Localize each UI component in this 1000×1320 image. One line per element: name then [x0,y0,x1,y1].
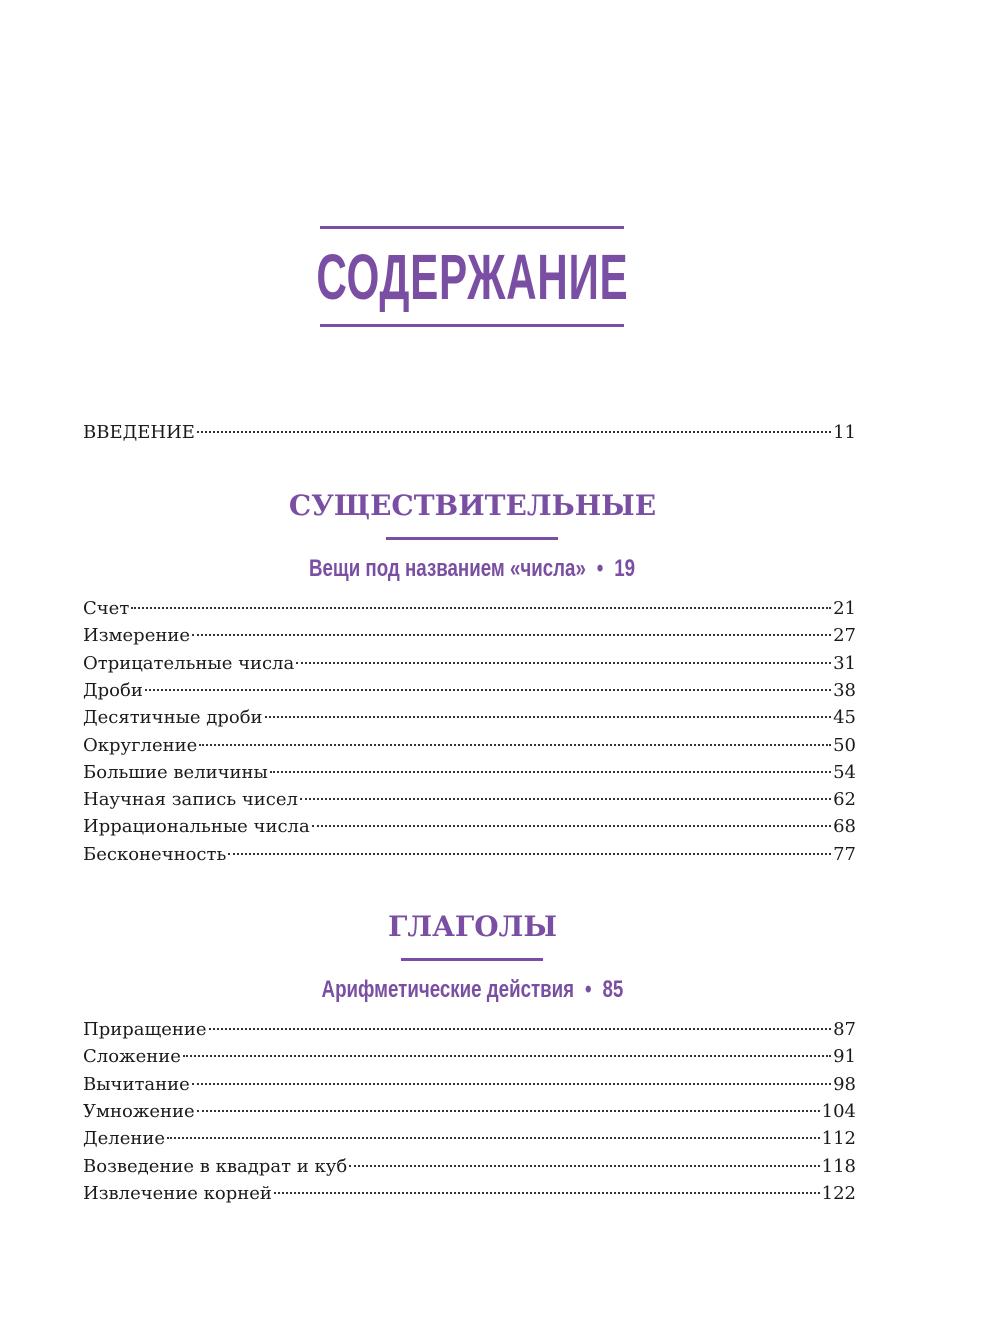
toc-entry[interactable] [83,1182,856,1206]
dot-leader [192,1083,831,1085]
toc-entry-page: 50 [833,734,856,756]
subheading-arithmetic [0,976,945,1004]
bullet-separator: • [597,555,604,582]
toc-entry-page: 45 [833,707,856,729]
toc-entry-page: 21 [833,598,856,619]
dot-leader [300,798,831,800]
toc-entry-page: 54 [833,761,856,783]
section-rule [386,537,558,540]
dot-leader [349,1165,819,1167]
dot-leader [145,689,831,691]
dot-leader [197,431,831,433]
toc-entry-page: 31 [833,652,856,674]
toc-entry-page: 87 [833,1019,856,1040]
toc-entry[interactable] [83,706,856,730]
toc-entry-page: 11 [833,422,856,443]
toc-entry-page: 122 [821,1182,856,1204]
toc-entry[interactable] [83,1045,856,1069]
dot-leader [183,1055,831,1057]
toc-entry[interactable] [83,1073,856,1097]
toc-entry-label: ВВЕДЕНИЕ [83,422,195,443]
dot-leader [274,1192,820,1194]
dot-leader [270,771,831,773]
toc-entry[interactable] [83,734,856,758]
toc-entry-label: Возведение в квадрат и куб [83,1155,348,1177]
subheading-numbers [0,555,945,583]
toc-entry[interactable] [83,761,856,785]
toc-entry[interactable] [83,843,856,867]
section-rule [401,958,543,961]
toc-entry[interactable] [83,1127,856,1151]
toc-entry-label: Приращение [83,1019,207,1040]
dot-leader [167,1137,820,1139]
toc-entry-label: Счет [83,598,130,619]
toc-entry-label: Иррациональные числа [83,816,310,838]
toc-entry[interactable] [83,1155,856,1179]
toc-entry-page: 62 [833,789,856,811]
dot-leader [131,607,831,609]
toc-entry-page: 38 [833,679,856,701]
dot-leader [296,662,831,664]
toc-entry-label: Научная запись чисел [83,789,298,811]
toc-entry-page: 68 [833,816,856,838]
subheading-page: 19 [614,555,636,582]
toc-entry-label: Умножение [83,1100,195,1122]
toc-entry-label: Извлечение корней [83,1182,272,1204]
toc-entry-label: Округление [83,734,198,756]
toc-entry-page: 104 [821,1100,856,1122]
dot-leader [199,744,831,746]
toc-entry-page: 112 [821,1128,856,1150]
dot-leader [228,853,831,855]
subheading-page: 85 [602,976,624,1003]
toc-entry[interactable] [83,1100,856,1124]
dot-leader [312,825,831,827]
toc-entry[interactable] [83,1018,856,1042]
subheading-text: Вещи под названием «числа» [309,555,587,582]
toc-entry-label: Измерение [83,625,190,647]
toc-entry[interactable] [83,788,856,812]
toc-entry[interactable] [83,652,856,676]
toc-entry-page: 118 [821,1155,856,1177]
toc-entry-label: Отрицательные числа [83,652,295,674]
bullet-separator: • [585,976,592,1003]
toc-entry-label: Вычитание [83,1073,190,1095]
toc-entry-label: Бесконечность [83,843,227,865]
toc-entry-intro[interactable] [83,421,856,445]
section-heading-verbs: ГЛАГОЛЫ [387,910,558,943]
dot-leader [192,634,831,636]
toc-entry-label: Большие величины [83,761,268,783]
subheading-text: Арифметические действия [321,976,575,1003]
toc-entry-label: Деление [83,1128,166,1150]
toc-entry-label: Десятичные дроби [83,707,263,729]
toc-entry[interactable] [83,679,856,703]
section-heading-nouns: СУЩЕСТВИТЕЛЬНЫЕ [288,489,657,522]
toc-entry[interactable] [83,815,856,839]
toc-entry[interactable] [83,597,856,621]
toc-entry-page: 98 [833,1073,856,1095]
toc-entry-page: 91 [833,1046,856,1068]
toc-entry-page: 27 [833,625,856,647]
toc-entry-page: 77 [833,843,856,865]
dot-leader [209,1028,832,1030]
page-title: СОДЕРЖАНИЕ [316,240,628,313]
dot-leader [197,1110,820,1112]
toc-entry-label: Сложение [83,1046,181,1068]
title-block [316,226,628,327]
dot-leader [265,716,832,718]
toc-entry[interactable] [83,624,856,648]
toc-entry-label: Дроби [83,679,143,701]
